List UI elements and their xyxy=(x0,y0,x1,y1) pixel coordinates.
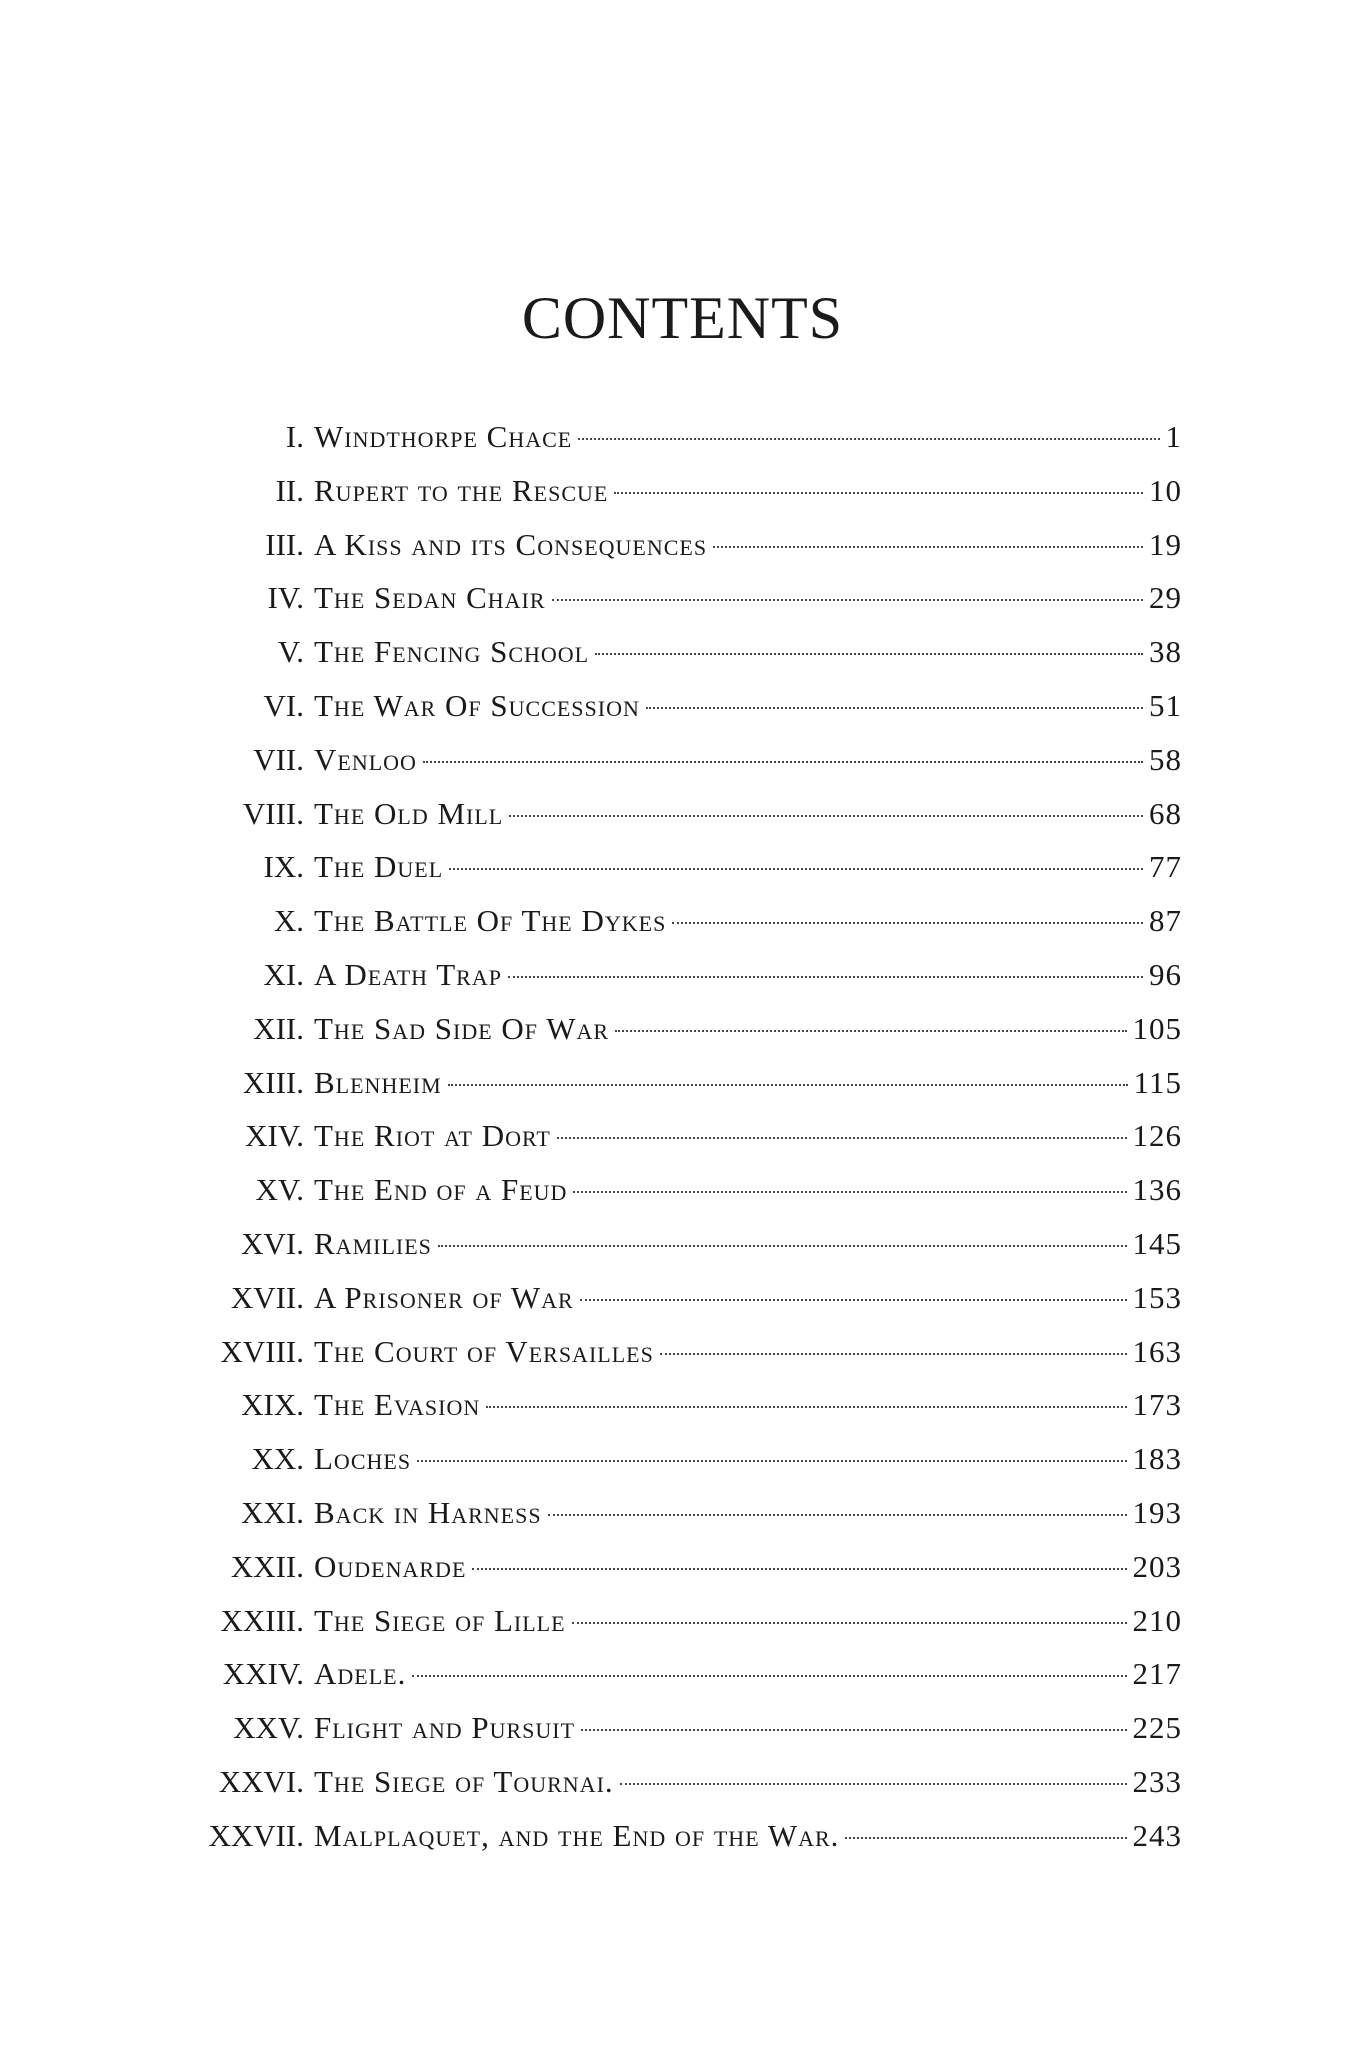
toc-entry xyxy=(190,787,1182,841)
chapter-title: The Fencing School xyxy=(314,634,590,670)
chapter-page-number: 145 xyxy=(1132,1225,1182,1261)
chapter-title: A Prisoner of War xyxy=(314,1279,574,1315)
chapter-numeral: III. xyxy=(265,526,304,562)
dot-leader xyxy=(472,1568,1126,1570)
dot-leader xyxy=(486,1406,1126,1408)
toc-entry xyxy=(190,1701,1182,1755)
dot-leader xyxy=(508,976,1143,978)
chapter-page-number: 163 xyxy=(1132,1333,1182,1369)
chapter-page-number: 29 xyxy=(1149,580,1182,616)
dot-leader xyxy=(423,761,1143,763)
chapter-numeral: XII. xyxy=(253,1010,304,1046)
dot-leader xyxy=(412,1675,1126,1677)
toc-entry xyxy=(190,1109,1182,1163)
toc-entry xyxy=(190,840,1182,894)
chapter-numeral: XIII. xyxy=(242,1064,304,1100)
toc-entry xyxy=(190,948,1182,1002)
toc-entry xyxy=(190,571,1182,625)
toc-entry xyxy=(190,1594,1182,1648)
chapter-title: The Siege of Tournai. xyxy=(314,1763,614,1799)
dot-leader xyxy=(552,599,1143,601)
chapter-page-number: 96 xyxy=(1149,956,1182,992)
chapter-numeral: II. xyxy=(275,472,304,508)
chapter-title: Flight and Pursuit xyxy=(314,1710,576,1746)
chapter-page-number: 136 xyxy=(1132,1172,1182,1208)
toc-entry xyxy=(190,1809,1182,1863)
dot-leader xyxy=(615,1030,1126,1032)
chapter-numeral: VII. xyxy=(253,741,304,777)
toc-entry xyxy=(190,679,1182,733)
dot-leader xyxy=(449,868,1143,870)
chapter-page-number: 233 xyxy=(1132,1763,1182,1799)
chapter-title: Oudenarde xyxy=(314,1548,467,1584)
chapter-title: The End of a Feud xyxy=(314,1172,568,1208)
chapter-page-number: 38 xyxy=(1149,634,1182,670)
chapter-title: Loches xyxy=(314,1441,412,1477)
chapter-numeral: VIII. xyxy=(242,795,304,831)
chapter-title: Back in Harness xyxy=(314,1494,542,1530)
chapter-page-number: 225 xyxy=(1132,1710,1182,1746)
chapter-title: Adele. xyxy=(314,1656,407,1692)
toc-entry xyxy=(190,1271,1182,1325)
chapter-title: Malplaquet, and the End of the War. xyxy=(314,1817,840,1853)
toc-entry xyxy=(190,1378,1182,1432)
toc-entry xyxy=(190,733,1182,787)
dot-leader xyxy=(672,922,1143,924)
chapter-numeral: XI. xyxy=(263,956,304,992)
chapter-page-number: 19 xyxy=(1149,526,1182,562)
chapter-numeral: XV. xyxy=(255,1172,304,1208)
dot-leader xyxy=(713,546,1143,548)
chapter-title: A Kiss and its Consequences xyxy=(314,526,708,562)
dot-leader xyxy=(438,1245,1127,1247)
chapter-page-number: 115 xyxy=(1133,1064,1182,1100)
toc-entry xyxy=(190,894,1182,948)
toc-entry xyxy=(190,1540,1182,1594)
chapter-numeral: XXVI. xyxy=(218,1763,304,1799)
chapter-title: Windthorpe Chace xyxy=(314,419,573,454)
toc-entry xyxy=(190,410,1182,464)
chapter-numeral: VI. xyxy=(263,687,304,723)
toc-entry xyxy=(190,1755,1182,1809)
chapter-page-number: 173 xyxy=(1132,1387,1182,1423)
chapter-page-number: 193 xyxy=(1132,1494,1182,1530)
chapter-title: The Sedan Chair xyxy=(314,580,546,616)
chapter-page-number: 105 xyxy=(1132,1010,1182,1046)
chapter-page-number: 10 xyxy=(1149,472,1182,508)
dot-leader xyxy=(417,1460,1126,1462)
chapter-numeral: XIV. xyxy=(245,1118,304,1154)
chapter-title: The Old Mill xyxy=(314,795,504,831)
chapter-page-number: 51 xyxy=(1149,687,1182,723)
chapter-title: The Evasion xyxy=(314,1387,481,1423)
chapter-title: The Duel xyxy=(314,849,444,885)
chapter-numeral: XXII. xyxy=(230,1548,304,1584)
chapter-numeral: XXVII. xyxy=(208,1817,304,1853)
toc-entry xyxy=(190,1217,1182,1271)
chapter-numeral: I. xyxy=(285,419,304,454)
toc-entry xyxy=(190,1002,1182,1056)
table-of-contents xyxy=(190,410,1182,1863)
chapter-numeral: V. xyxy=(277,634,304,670)
chapter-page-number: 210 xyxy=(1132,1602,1182,1638)
chapter-page-number: 87 xyxy=(1149,903,1182,939)
dot-leader xyxy=(614,492,1143,494)
toc-entry xyxy=(190,1647,1182,1701)
chapter-title: Ramilies xyxy=(314,1225,432,1261)
dot-leader xyxy=(578,438,1159,440)
chapter-numeral: XX. xyxy=(251,1441,304,1477)
chapter-numeral: XXIV. xyxy=(222,1656,304,1692)
toc-entry xyxy=(190,1432,1182,1486)
dot-leader xyxy=(595,653,1143,655)
chapter-numeral: XIX. xyxy=(241,1387,304,1423)
chapter-page-number: 58 xyxy=(1149,741,1182,777)
dot-leader xyxy=(580,1299,1127,1301)
chapter-title: Blenheim xyxy=(314,1064,442,1100)
chapter-numeral: X. xyxy=(273,903,304,939)
chapter-title: Rupert to the Rescue xyxy=(314,472,609,508)
chapter-page-number: 68 xyxy=(1149,795,1182,831)
chapter-page-number: 153 xyxy=(1132,1279,1182,1315)
chapter-title: A Death Trap xyxy=(314,956,502,992)
chapter-page-number: 243 xyxy=(1132,1817,1182,1853)
page-title: CONTENTS xyxy=(521,285,844,351)
chapter-page-number: 77 xyxy=(1149,849,1182,885)
chapter-page-number: 217 xyxy=(1132,1656,1182,1692)
chapter-title: The Battle Of The Dykes xyxy=(314,903,667,939)
chapter-page-number: 126 xyxy=(1132,1118,1182,1154)
toc-entry xyxy=(190,1325,1182,1379)
dot-leader xyxy=(581,1729,1126,1731)
chapter-title: The Riot at Dort xyxy=(314,1118,551,1154)
dot-leader xyxy=(620,1783,1127,1785)
chapter-numeral: XXV. xyxy=(233,1710,304,1746)
dot-leader xyxy=(557,1137,1127,1139)
chapter-title: The Siege of Lille xyxy=(314,1602,566,1638)
dot-leader xyxy=(646,707,1143,709)
chapter-numeral: IX. xyxy=(263,849,304,885)
chapter-numeral: XVII. xyxy=(230,1279,304,1315)
chapter-title: The Sad Side Of War xyxy=(314,1010,610,1046)
toc-entry xyxy=(190,625,1182,679)
chapter-page-number: 183 xyxy=(1132,1441,1182,1477)
chapter-page-number: 203 xyxy=(1132,1548,1182,1584)
chapter-numeral: XVI. xyxy=(241,1225,304,1261)
chapter-numeral: IV. xyxy=(267,580,304,616)
toc-entry xyxy=(190,1163,1182,1217)
chapter-title: The War Of Succession xyxy=(314,687,640,723)
chapter-numeral: XXI. xyxy=(241,1494,304,1530)
chapter-title: The Court of Versailles xyxy=(314,1333,654,1369)
dot-leader xyxy=(548,1514,1127,1516)
dot-leader xyxy=(660,1353,1127,1355)
chapter-numeral: XXIII. xyxy=(220,1602,304,1638)
dot-leader xyxy=(845,1837,1126,1839)
toc-entry xyxy=(190,1056,1182,1110)
toc-entry xyxy=(190,1486,1182,1540)
dot-leader xyxy=(448,1084,1128,1086)
chapter-page-number: 1 xyxy=(1165,419,1182,454)
chapter-title: Venloo xyxy=(314,741,417,777)
dot-leader xyxy=(573,1191,1126,1193)
toc-entry xyxy=(190,464,1182,518)
chapter-numeral: XVIII. xyxy=(220,1333,304,1369)
dot-leader xyxy=(572,1622,1127,1624)
dot-leader xyxy=(509,815,1143,817)
toc-entry xyxy=(190,518,1182,572)
